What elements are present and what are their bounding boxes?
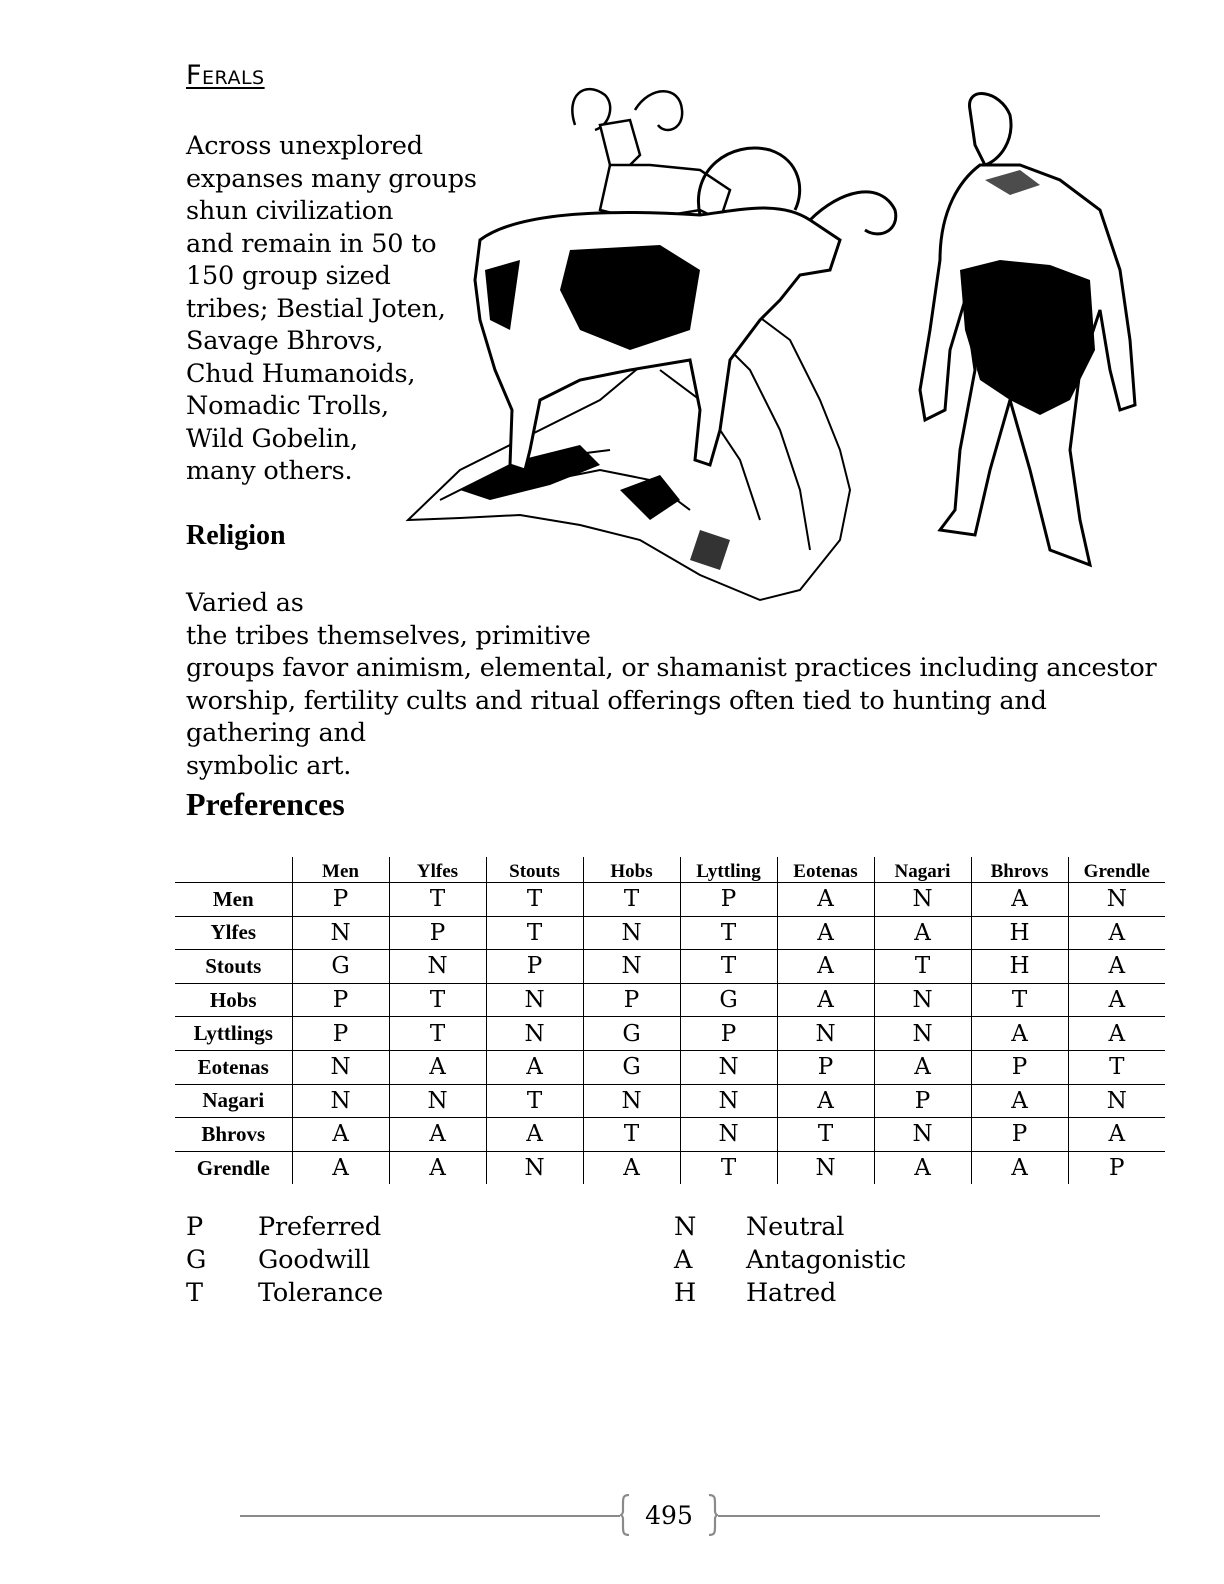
legend-item: [674, 1244, 906, 1277]
preference-cell: N: [777, 1017, 874, 1051]
preference-cell: N: [680, 1050, 777, 1084]
preference-cell: T: [874, 950, 971, 984]
preference-cell: T: [777, 1118, 874, 1152]
preference-cell: A: [971, 1017, 1068, 1051]
preference-cell: G: [583, 1017, 680, 1051]
preference-cell: N: [486, 1017, 583, 1051]
table-row: [175, 1084, 1165, 1118]
row-header: Bhrovs: [175, 1118, 292, 1152]
intro-line: Nomadic Trolls,: [186, 391, 389, 421]
legend-item: [186, 1211, 383, 1244]
preference-cell: A: [777, 1084, 874, 1118]
preference-cell: N: [583, 1084, 680, 1118]
preference-cell: N: [583, 950, 680, 984]
preference-cell: P: [1068, 1151, 1165, 1184]
table-row: [175, 1151, 1165, 1184]
preference-cell: G: [583, 1050, 680, 1084]
row-header: Nagari: [175, 1084, 292, 1118]
legend-code: G: [186, 1245, 207, 1276]
preference-cell: G: [680, 983, 777, 1017]
preference-cell: T: [583, 883, 680, 917]
preference-cell: P: [292, 983, 389, 1017]
row-header: Grendle: [196, 1155, 270, 1180]
preference-cell: P: [389, 916, 486, 950]
preferences-heading: Preferences: [186, 786, 345, 822]
preference-cell: P: [971, 1118, 1068, 1152]
preference-cell: N: [292, 1084, 389, 1118]
footer-rule-left: [240, 1515, 620, 1517]
legend-code: A: [674, 1245, 693, 1276]
preference-cell: T: [486, 883, 583, 917]
row-header: Hobs: [175, 983, 292, 1017]
preferences-table: [175, 857, 1165, 1184]
preference-cell: T: [971, 983, 1068, 1017]
preference-cell: N: [583, 916, 680, 950]
intro-line: and remain in 50 to: [186, 228, 437, 259]
preference-cell: N: [486, 983, 583, 1017]
legend-meaning: Neutral: [746, 1212, 845, 1243]
row-header: Stouts: [175, 950, 292, 984]
preference-cell: A: [292, 1118, 389, 1152]
preference-cell: P: [680, 1017, 777, 1051]
footer-bracket-right: [708, 1494, 718, 1536]
preference-cell: T: [680, 950, 777, 984]
preference-cell: A: [1068, 916, 1165, 950]
table-row: [175, 1050, 1165, 1084]
legend-code: N: [674, 1212, 697, 1243]
table-row: [175, 983, 1165, 1017]
preference-cell: T: [486, 916, 583, 950]
legend-code: T: [186, 1278, 203, 1309]
preference-cell: A: [1068, 1017, 1165, 1051]
intro-line: expanses many groups: [186, 163, 477, 194]
legend-code: P: [186, 1212, 203, 1243]
religion-line: symbolic art.: [186, 750, 352, 781]
preference-cell: H: [971, 916, 1068, 950]
column-header: Men: [292, 857, 389, 883]
preference-cell: N: [1068, 883, 1165, 917]
intro-line: 150 group sized: [186, 261, 391, 291]
ferals-illustration: [400, 70, 1160, 615]
row-header: Ylfes: [175, 916, 292, 950]
intro-line: many others.: [186, 456, 353, 486]
intro-line: Wild Gobelin,: [186, 423, 358, 454]
preference-cell: A: [1068, 950, 1165, 984]
legend-item: [186, 1277, 383, 1310]
corner-cell: [175, 857, 292, 883]
preference-cell: A: [1068, 1118, 1165, 1152]
column-header: Hobs: [583, 857, 680, 883]
intro-line: Across unexplored: [186, 131, 423, 161]
row-header: Lyttlings: [175, 1017, 292, 1051]
preference-cell: P: [292, 1017, 389, 1051]
column-header: Eotenas: [777, 857, 874, 883]
intro-line: tribes; Bestial Joten,: [186, 293, 446, 324]
preference-cell: A: [874, 916, 971, 950]
preference-cell: A: [874, 1151, 971, 1184]
preference-cell: A: [389, 1118, 486, 1152]
legend-code: H: [674, 1278, 697, 1309]
legend-left: [186, 1211, 383, 1310]
table-row: [175, 883, 1165, 917]
column-header: Lyttling: [680, 857, 777, 883]
table-row: [175, 1118, 1165, 1152]
preference-cell: P: [777, 1050, 874, 1084]
legend-meaning: Tolerance: [258, 1278, 384, 1309]
preference-cell: G: [292, 950, 389, 984]
preference-cell: N: [874, 883, 971, 917]
legend-item: [186, 1244, 383, 1277]
preference-cell: N: [292, 1050, 389, 1084]
row-header: Eotenas: [175, 1050, 292, 1084]
preference-cell: N: [680, 1118, 777, 1152]
legend-meaning: Antagonistic: [746, 1245, 906, 1276]
section-title: Ferals: [186, 60, 265, 91]
preference-cell: A: [777, 883, 874, 917]
preference-cell: A: [583, 1151, 680, 1184]
preference-cell: A: [971, 1084, 1068, 1118]
preference-cell: A: [486, 1118, 583, 1152]
page-number: 495: [645, 1501, 693, 1530]
preference-cell: A: [874, 1050, 971, 1084]
footer-rule-right: [718, 1515, 1100, 1517]
religion-line: worship, fertility cults and ritual offerings often tied to hunting and gathering and: [186, 685, 1047, 748]
ram-back: [572, 89, 730, 220]
legend-item: [674, 1277, 906, 1310]
intro-line: Chud Humanoids,: [186, 358, 416, 389]
preference-cell: N: [874, 983, 971, 1017]
preference-cell: A: [777, 916, 874, 950]
preference-cell: A: [971, 1151, 1068, 1184]
intro-line: Savage Bhrovs,: [186, 326, 384, 356]
religion-line: Varied as: [186, 588, 304, 618]
preference-cell: T: [486, 1084, 583, 1118]
preference-cell: T: [680, 1151, 777, 1184]
preference-cell: N: [680, 1084, 777, 1118]
religion-line: groups favor animism, elemental, or shamanist practices including ancestor: [186, 653, 1157, 683]
preference-cell: N: [777, 1151, 874, 1184]
legend-right: [674, 1211, 906, 1310]
column-header: Ylfes: [389, 857, 486, 883]
preference-cell: T: [389, 1017, 486, 1051]
preference-cell: T: [389, 983, 486, 1017]
table-header-row: [175, 857, 1165, 883]
row-header: Men: [175, 883, 292, 917]
preference-cell: P: [971, 1050, 1068, 1084]
preference-cell: A: [777, 983, 874, 1017]
preference-cell: A: [777, 950, 874, 984]
religion-paragraph: [186, 587, 1166, 782]
preference-cell: N: [292, 916, 389, 950]
preference-cell: A: [389, 1050, 486, 1084]
religion-line: the tribes themselves, primitive: [186, 620, 591, 651]
preference-cell: N: [486, 1151, 583, 1184]
preference-cell: N: [389, 950, 486, 984]
column-header: Nagari: [874, 857, 971, 883]
intro-line: shun civilization: [186, 196, 394, 226]
column-header: Stouts: [486, 857, 583, 883]
table-row: [175, 950, 1165, 984]
preference-cell: T: [389, 883, 486, 917]
preference-cell: P: [874, 1084, 971, 1118]
preference-cell: P: [486, 950, 583, 984]
preference-cell: T: [680, 916, 777, 950]
legend-meaning: Preferred: [258, 1212, 381, 1243]
column-header: Grendle: [1068, 857, 1165, 883]
legend-item: [674, 1211, 906, 1244]
preference-cell: A: [292, 1151, 389, 1184]
legend-meaning: Hatred: [746, 1278, 837, 1309]
table-row: [175, 916, 1165, 950]
preference-cell: P: [680, 883, 777, 917]
preference-cell: P: [583, 983, 680, 1017]
preference-cell: N: [874, 1118, 971, 1152]
preference-cell: N: [1068, 1084, 1165, 1118]
preference-cell: N: [389, 1084, 486, 1118]
table-row: [175, 1017, 1165, 1051]
legend-meaning: Goodwill: [258, 1245, 371, 1276]
religion-heading: Religion: [186, 520, 286, 551]
preference-cell: A: [971, 883, 1068, 917]
preference-cell: N: [874, 1017, 971, 1051]
preference-cell: T: [583, 1118, 680, 1152]
preference-cell: A: [389, 1151, 486, 1184]
preference-cell: P: [292, 883, 389, 917]
column-header: Bhrovs: [971, 857, 1068, 883]
preference-cell: T: [1068, 1050, 1165, 1084]
preference-cell: A: [1068, 983, 1165, 1017]
preference-cell: H: [971, 950, 1068, 984]
preference-cell: A: [486, 1050, 583, 1084]
